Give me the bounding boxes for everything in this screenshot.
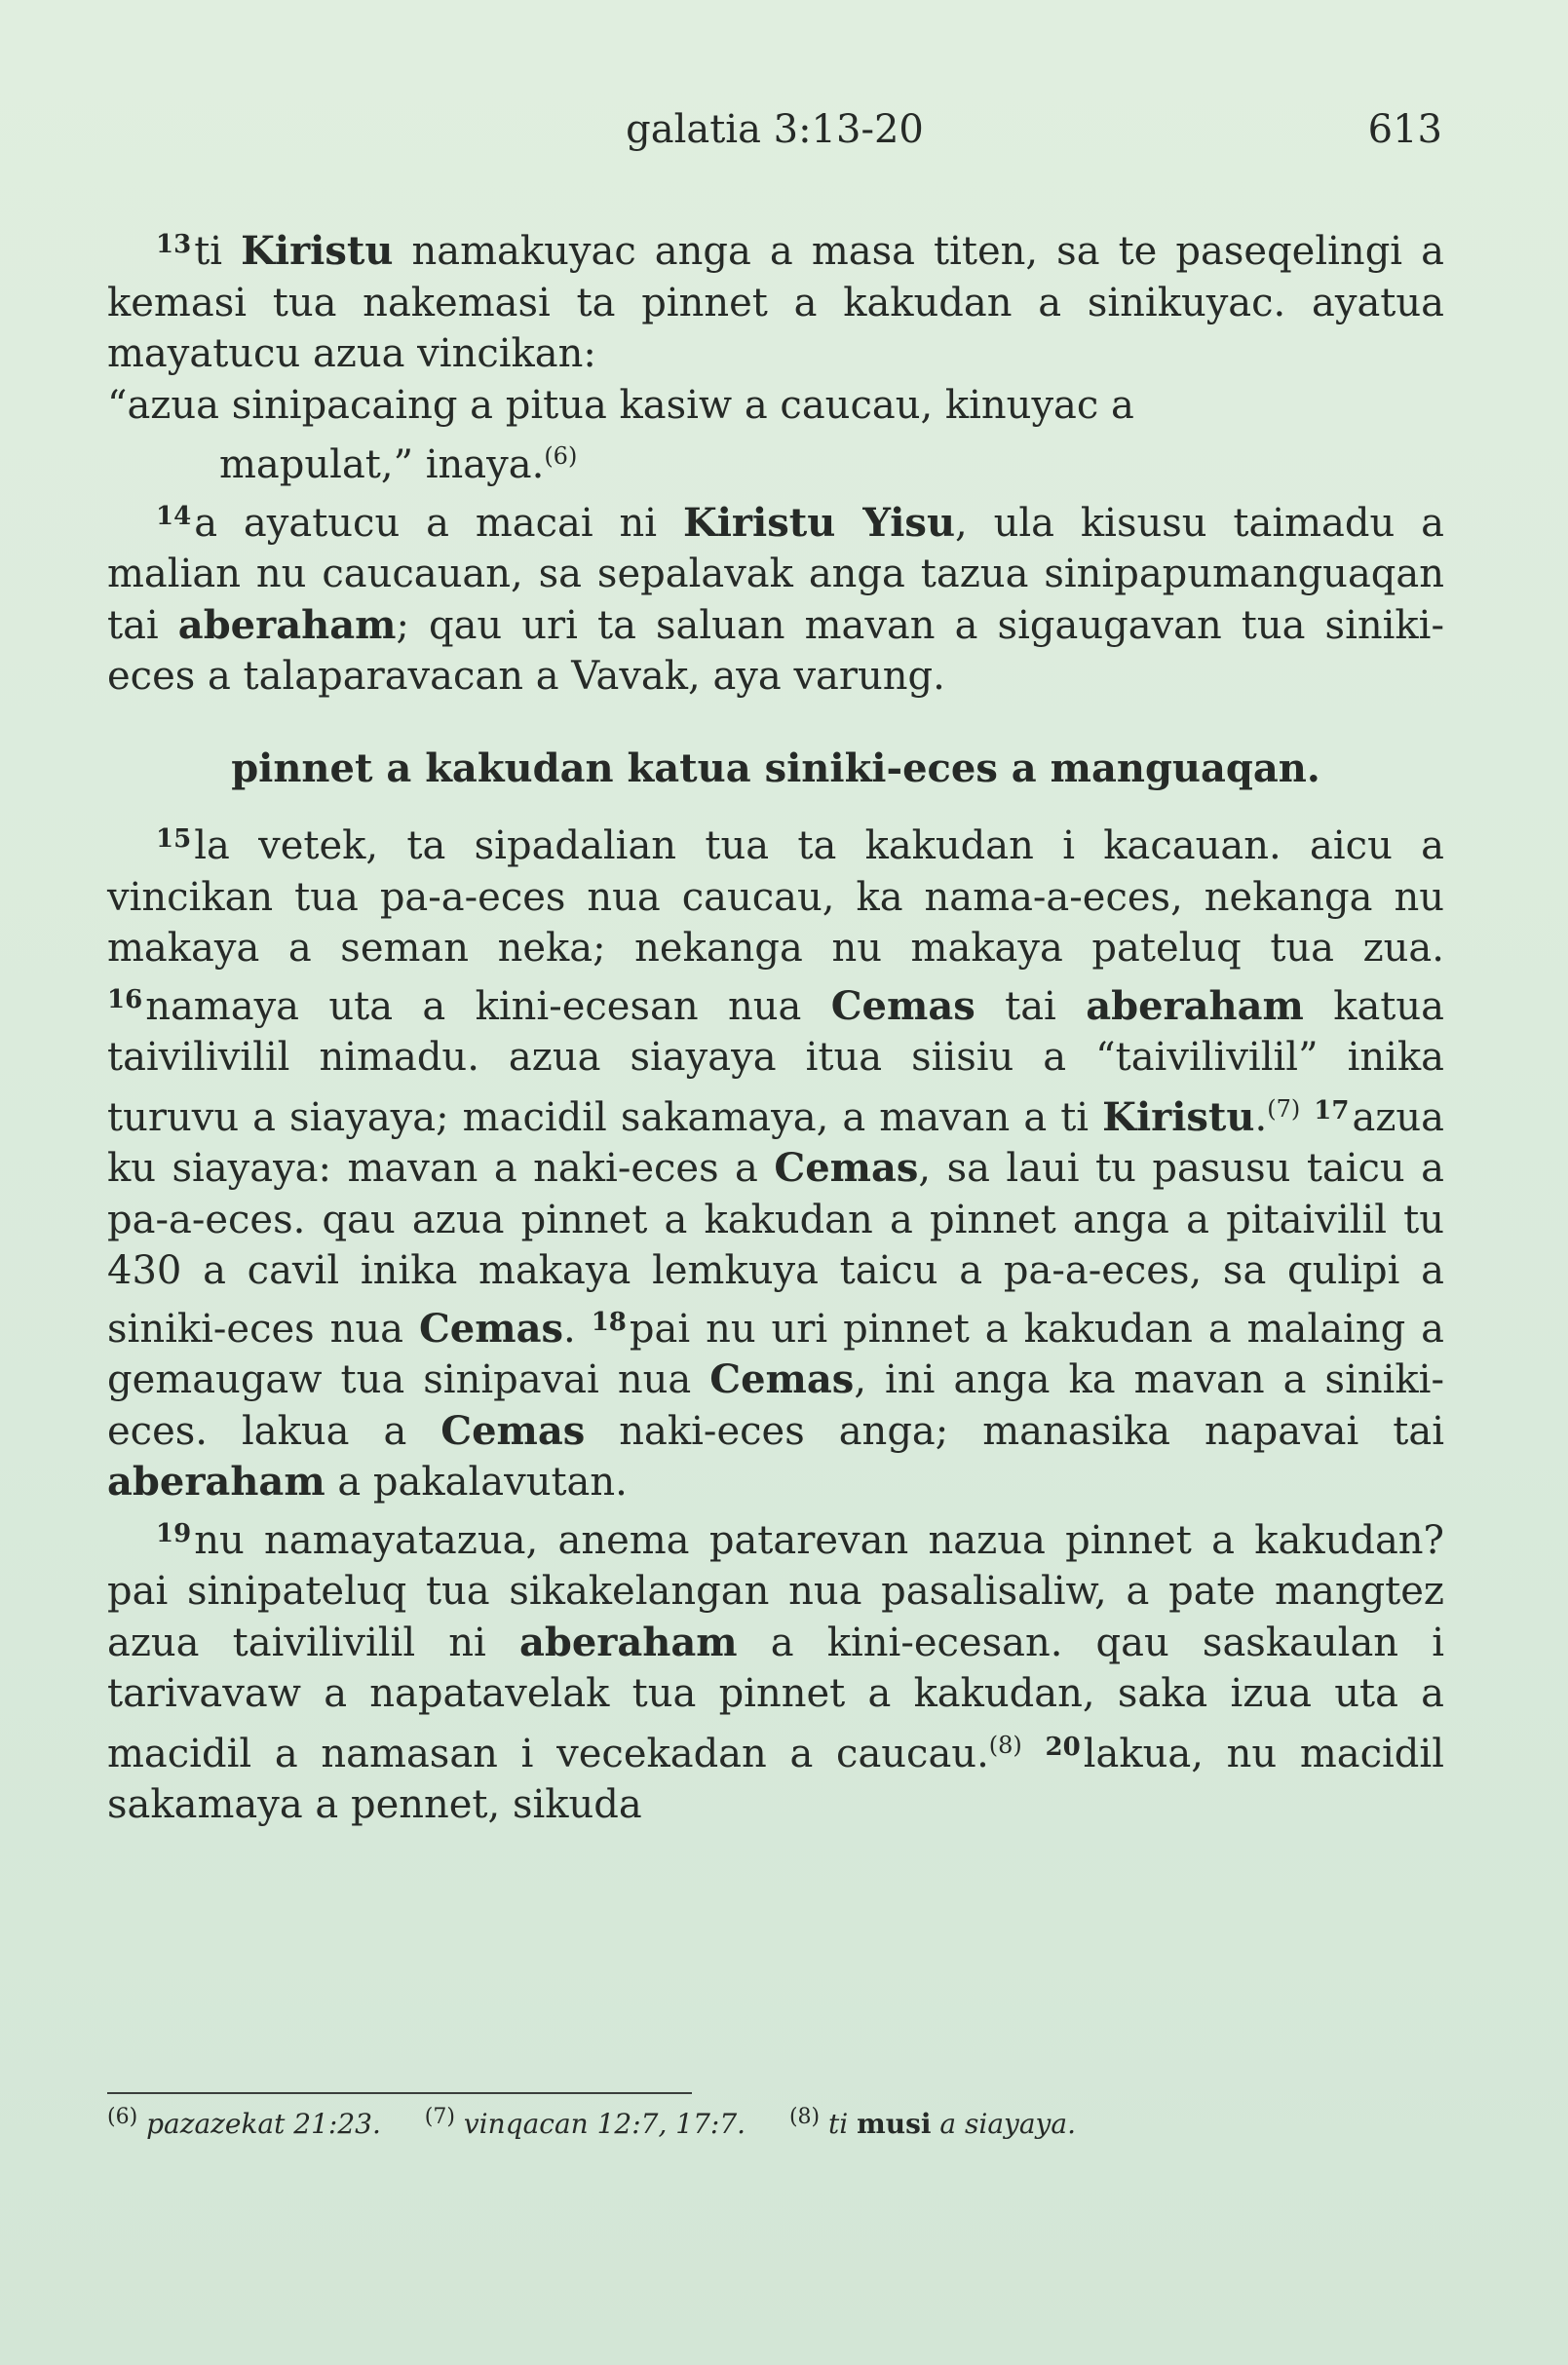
- verse-number: 20: [1045, 1732, 1081, 1762]
- verse-text-bold: Kiristu: [241, 228, 394, 274]
- verse-text: a kini-ecesan. qau saskaulan i tarivavaw a napatavelak tua pinnet a kakudan, saka izua uta a macidil a namasan i vecekadan a caucau.: [107, 1620, 1444, 1776]
- footnote-text: a siayaya.: [931, 2108, 1076, 2140]
- verse-number: 14: [156, 501, 192, 531]
- verse-text: naki-eces anga; manasika napavai tai: [585, 1408, 1444, 1454]
- verse-text: nu namayatazua, anema patarevan nazua pinnet a kakudan? pai sinipateluq tua sikakelangan nua pasalisaliw, a pate mangtez azua taivilivilil ni: [107, 1517, 1444, 1665]
- verse-number: 18: [591, 1307, 627, 1337]
- verse-text-bold: aberaham: [518, 1619, 738, 1665]
- verse-text-bold: Cemas: [440, 1407, 586, 1454]
- verse-text-bold: Kiristu: [1102, 1093, 1255, 1140]
- verse-text: ti: [194, 229, 242, 274]
- footnote-ref: (6): [544, 442, 578, 470]
- footnote-mark: (6): [107, 2105, 138, 2129]
- verse-text: a pakalavutan.: [325, 1460, 628, 1505]
- verse-text: lakua, nu macidil sakamaya a pennet, sikuda: [107, 1731, 1445, 1827]
- verse-text: pai nu uri pinnet a kakudan a malaing a gemaugaw tua sinipavai nua: [107, 1306, 1444, 1402]
- verse-number: 17: [1314, 1095, 1350, 1125]
- verse-number: 13: [156, 230, 192, 259]
- verse-text: katua taivilivilil nimadu. azua siayaya itua siisiu a “taivilivilil” inika turuvu a siayaya; macidil sakamaya, a mavan a ti: [107, 983, 1444, 1140]
- footnote-8: [788, 2105, 1076, 2140]
- page-number: 613: [1367, 107, 1442, 152]
- footnote-text: pazazekat 21:23.: [146, 2108, 381, 2140]
- footnote-6: [107, 2105, 381, 2140]
- verse-text: namaya uta a kini-ecesan nua: [145, 983, 831, 1029]
- running-head: galatia 3:13-20: [626, 107, 924, 152]
- verse-14: [107, 491, 1444, 703]
- footnote-mark: (8): [788, 2105, 821, 2129]
- verse-text: tai: [975, 983, 1087, 1029]
- verse-text: azua ku siayaya: mavan a naki-eces a: [107, 1094, 1444, 1191]
- quote-text: “azua sinipacaing a pitua kasiw a caucau, kinuyac a: [107, 382, 1134, 428]
- verse-number: 19: [156, 1518, 192, 1548]
- verse-text-bold: aberaham: [177, 601, 397, 648]
- page-header: [107, 107, 1442, 166]
- verse-text-bold: Cemas: [709, 1356, 855, 1402]
- verse-text: la vetek, ta sipadalian tua ta kakudan i kacauan. aicu a vincikan tua pa-a-eces nua caucau, ka nama-a-eces, nekanga nu makaya a seman neka; nekanga nu makaya pateluq tua zua.: [107, 823, 1444, 971]
- verse-text-bold: aberaham: [1086, 982, 1304, 1029]
- footnote-7: [424, 2105, 746, 2140]
- footnote-text: ti: [828, 2108, 858, 2140]
- footnote-ref: (7): [1267, 1094, 1301, 1123]
- verse-text: a ayatucu a macai ni: [194, 500, 683, 546]
- footnote-text: vinqacan 12:7, 17:7.: [463, 2108, 746, 2140]
- verse-number: 16: [107, 984, 143, 1014]
- quote-line: [107, 380, 1444, 432]
- quote-text: mapulat,” inaya.: [219, 442, 545, 487]
- verse-text-bold: aberaham: [107, 1459, 325, 1505]
- footnote-mark: (7): [424, 2105, 455, 2129]
- footnote-text-bold: musi: [857, 2108, 932, 2140]
- verse-13: [107, 219, 1444, 380]
- verse-text: , sa laui tu pasusu taicu a pa-a-eces. qau azua pinnet a kakudan a pinnet anga a pitaivilil tu 430 a cavil inika makaya lemkuya taicu a pa-a-eces, sa qulipi a siniki-eces nua: [107, 1146, 1444, 1352]
- footnotes: [107, 2105, 1444, 2140]
- verse-19-20: [107, 1508, 1444, 1831]
- verse-text-bold: Kiristu Yisu: [682, 499, 956, 546]
- verse-text: .: [563, 1306, 592, 1352]
- section-heading: pinnet a kakudan katua siniki-eces a manguaqan.: [231, 744, 1320, 791]
- verse-text-bold: Cemas: [830, 982, 975, 1029]
- footnote-ref: (8): [988, 1731, 1022, 1759]
- body-text: [107, 219, 1444, 1831]
- verse-text: namakuyac anga a masa titen, sa te paseqelingi a kemasi tua nakemasi ta pinnet a kakudan a sinikuyac. ayatua mayatucu azua vincikan:: [107, 229, 1444, 376]
- verse-text: , ula kisusu taimadu a malian nu caucauan, sa sepalavak anga tazua sinipapumanguaqan tai: [107, 500, 1444, 648]
- footnote-rule: [107, 2092, 692, 2094]
- verse-15-17: [107, 814, 1444, 1508]
- quote-line: [107, 431, 1444, 491]
- verse-text-bold: Cemas: [774, 1145, 919, 1191]
- verse-text-bold: Cemas: [418, 1305, 564, 1352]
- verse-text: .: [1254, 1094, 1268, 1140]
- verse-text: ; qau uri ta saluan mavan a sigaugavan tua siniki-eces a talaparavacan a Vavak, aya varung.: [107, 602, 1444, 699]
- verse-number: 15: [156, 824, 192, 854]
- verse-text: , ini anga ka mavan a siniki-eces. lakua a: [107, 1357, 1444, 1454]
